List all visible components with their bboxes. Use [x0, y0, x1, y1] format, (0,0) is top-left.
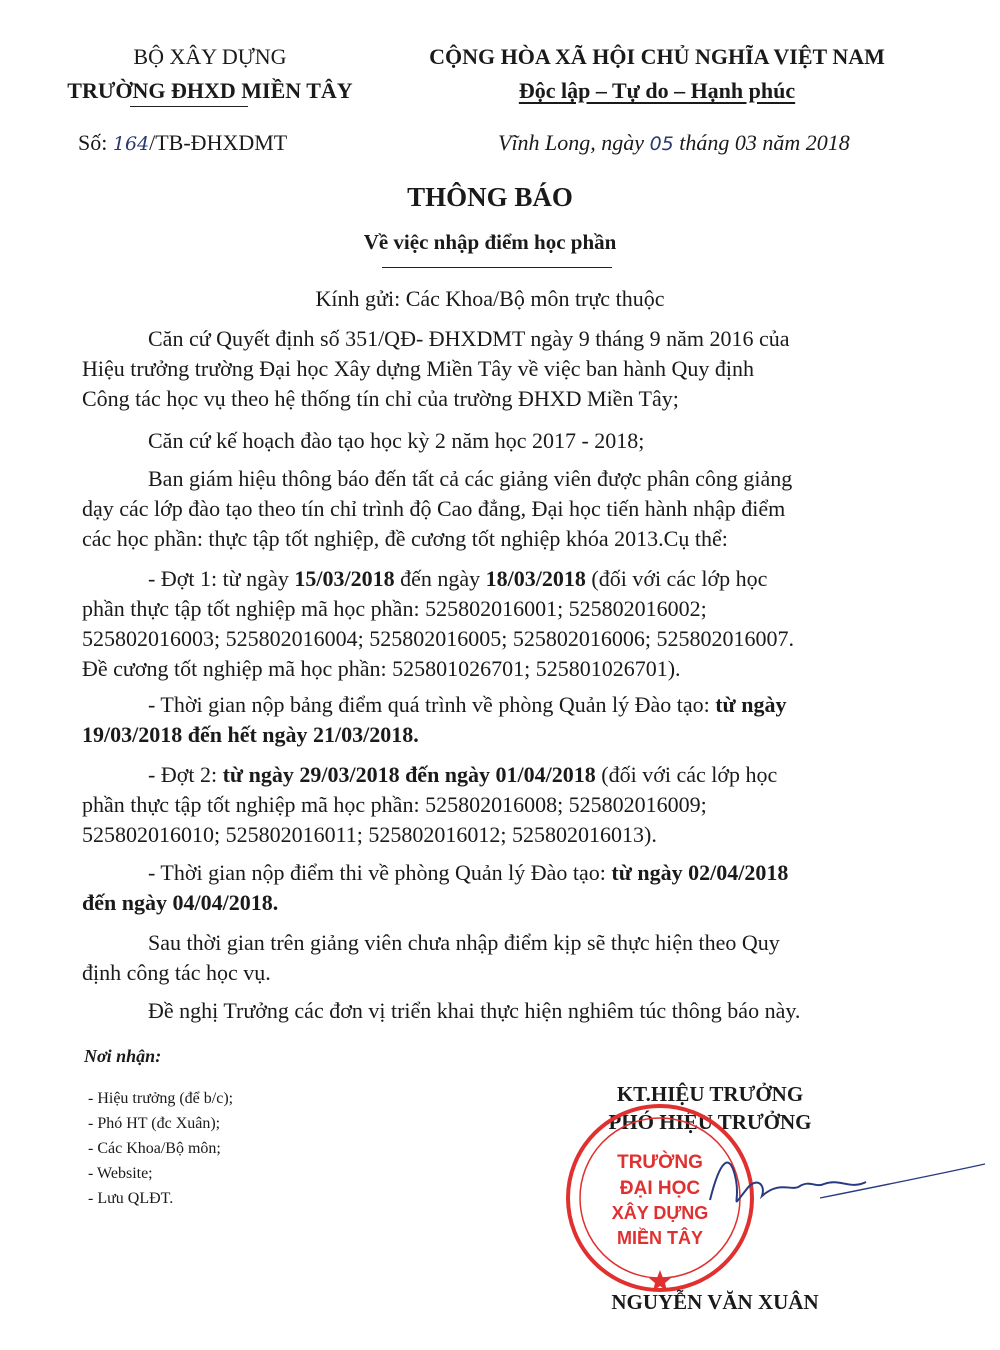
paragraph-legal-basis-1: [82, 324, 900, 414]
para-line: các học phần: thực tập tốt nghiệp, đề cương tốt nghiệp khóa 2013.Cụ thể:: [82, 526, 728, 551]
seal-text-1: TRƯỜNG: [617, 1152, 703, 1173]
seal-text-2: ĐẠI HỌC: [619, 1178, 701, 1199]
seal-text-4: MIỀN TÂY: [616, 1228, 704, 1248]
para-line: Công tác học vụ theo hệ thống tín chỉ của trường ĐHXD Miền Tây;: [82, 386, 679, 411]
addressee: Kính gửi: Các Khoa/Bộ môn trực thuộc: [315, 286, 665, 311]
doc-number-suffix: /TB-ĐHXDMT: [149, 130, 288, 155]
para-bold: từ ngày: [715, 692, 787, 717]
para-text: - Đợt 2:: [148, 762, 223, 787]
recipients-list: [88, 1086, 233, 1211]
paragraph-phase-1: [82, 564, 900, 684]
paragraph-request: Đề nghị Trưởng các đơn vị triển khai thực hiện nghiêm túc thông báo này.: [148, 998, 801, 1023]
doc-number: [78, 130, 287, 156]
school-name: [30, 78, 390, 104]
recipient-item: - Lưu QLĐT.: [88, 1190, 174, 1207]
recipient-item: - Website;: [88, 1165, 153, 1182]
motto: [382, 78, 932, 104]
para-text: - Thời gian nộp bảng điểm quá trình về phòng Quản lý Đào tạo:: [148, 692, 716, 717]
date-day-handwritten: 05: [649, 133, 674, 155]
ministry-name: BỘ XÂY DỰNG: [133, 44, 287, 69]
phase1-start-date: 15/03/2018: [294, 566, 395, 591]
para-line: Đề cương tốt nghiệp mã học phần: 525801026701; 525801026701).: [82, 656, 681, 681]
recipient-item: - Hiệu trưởng (để b/c);: [88, 1090, 234, 1107]
para-bold: từ ngày 02/04/2018: [611, 860, 789, 885]
signature-title-2: PHÓ HIỆU TRƯỞNG: [608, 1110, 812, 1134]
paragraph-submit-2: [82, 858, 900, 918]
para-line: Căn cứ Quyết định số 351/QĐ- ĐHXDMT ngày 9 tháng 9 năm 2016 của: [148, 326, 790, 351]
phase2-dates: từ ngày 29/03/2018 đến ngày 01/04/2018: [222, 762, 596, 787]
handwritten-signature: [700, 1140, 990, 1230]
submit1-dates: 19/03/2018 đến hết ngày 21/03/2018.: [82, 722, 419, 747]
para-line: dạy các lớp đào tạo theo tín chỉ trình độ Cao đẳng, Đại học tiến hành nhập điểm: [82, 496, 786, 521]
date-prefix: Vĩnh Long, ngày: [498, 130, 645, 155]
para-line: phần thực tập tốt nghiệp mã học phần: 525802016008; 525802016009;: [82, 792, 707, 817]
para-text: (đối với các lớp học: [595, 762, 778, 787]
paragraph-announcement: [82, 464, 900, 554]
motto-text: Độc lập – Tự do – Hạnh phúc: [518, 78, 796, 103]
phase1-end-date: 18/03/2018: [485, 566, 586, 591]
doc-number-prefix: Số:: [78, 130, 108, 155]
signer-name: NGUYỄN VĂN XUÂN: [611, 1290, 819, 1314]
paragraph-legal-basis-2: Căn cứ kế hoạch đào tạo học kỳ 2 năm học 2017 - 2018;: [148, 428, 645, 453]
para-line: Ban giám hiệu thông báo đến tất cả các giảng viên được phân công giảng: [148, 466, 793, 491]
paragraph-phase-2: [82, 760, 900, 850]
recipients-heading: Nơi nhận:: [84, 1046, 162, 1066]
school-name-text: TRƯỜNG ĐHXD MIỀN TÂY: [67, 78, 353, 103]
issue-date: [498, 130, 850, 156]
doc-title: THÔNG BÁO: [407, 182, 573, 212]
para-text: - Đợt 1: từ ngày: [148, 566, 295, 591]
submit2-dates: đến ngày 04/04/2018.: [82, 890, 279, 915]
seal-text-3: XÂY DỰNG: [611, 1203, 709, 1223]
paragraph-late-entry: [82, 928, 900, 988]
date-suffix: tháng 03 năm 2018: [679, 130, 850, 155]
header-left-underline: [130, 106, 248, 107]
para-text: - Thời gian nộp điểm thi về phòng Quản lý Đào tạo:: [148, 860, 612, 885]
recipient-item: - Phó HT (đc Xuân);: [88, 1115, 221, 1132]
para-line: 525802016003; 525802016004; 525802016005; 525802016006; 525802016007.: [82, 626, 794, 651]
para-line: phần thực tập tốt nghiệp mã học phần: 525802016001; 525802016002;: [82, 596, 707, 621]
paragraph-submit-1: [82, 690, 900, 750]
subject-underline: [382, 267, 612, 268]
country-name: CỘNG HÒA XÃ HỘI CHỦ NGHĨA VIỆT NAM: [429, 44, 885, 69]
signature-title-1: KT.HIỆU TRƯỞNG: [616, 1082, 804, 1106]
para-line: Sau thời gian trên giảng viên chưa nhập điểm kịp sẽ thực hiện theo Quy: [148, 930, 780, 955]
doc-number-handwritten: 164: [112, 133, 150, 155]
para-text: (đối với các lớp học: [585, 566, 768, 591]
recipient-item: - Các Khoa/Bộ môn;: [88, 1140, 221, 1157]
doc-subject: Về việc nhập điểm học phần: [363, 230, 617, 254]
para-text: đến ngày: [394, 566, 486, 591]
para-line: 525802016010; 525802016011; 525802016012; 525802016013).: [82, 822, 657, 847]
para-line: Hiệu trưởng trường Đại học Xây dựng Miền Tây về việc ban hành Quy định: [82, 356, 755, 381]
para-line: định công tác học vụ.: [82, 960, 271, 985]
